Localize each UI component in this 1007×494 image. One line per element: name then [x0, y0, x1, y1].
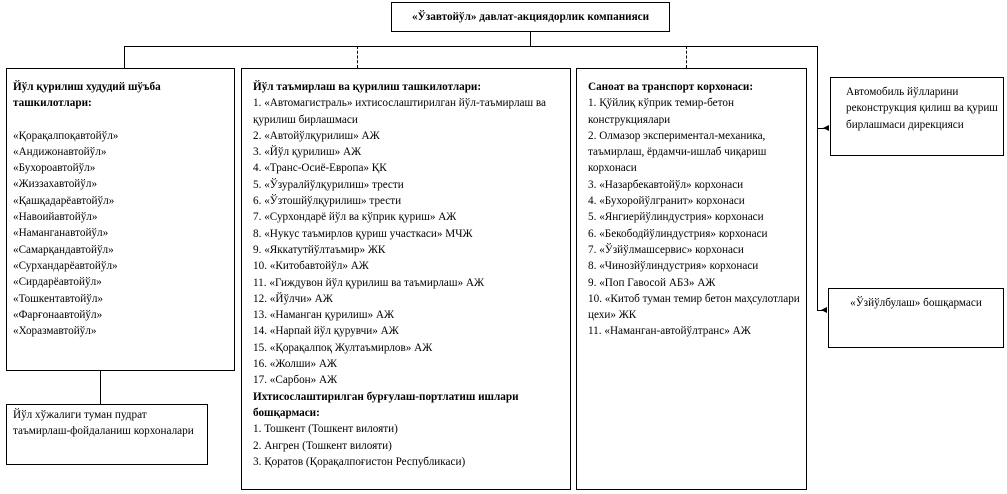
list-item: 2. Олмазор экспериментал-механика, таъмирлаш, ёрдамчи-ишлаб чиқариш корхонаси: [588, 129, 767, 175]
regional-connector: [124, 46, 125, 68]
list-item: «Жиззахавтойўл»: [13, 178, 98, 191]
list-item: «Тошкентавтойўл»: [13, 292, 103, 305]
list-item: 7. «Ўзйўлмашсервис» корхонаси: [588, 243, 744, 256]
list-item: 2. Ангрен (Тошкент вилояти): [253, 439, 392, 452]
directorate-arrow-icon: [823, 125, 829, 131]
right-trunk: [817, 46, 818, 310]
list-item: 1. Қўйлиқ кўприк темир-бетон конструкциялари: [588, 97, 734, 126]
list-item: «Самарқандавтойўл»: [13, 243, 114, 256]
list-item: «Хоразмавтойўл»: [13, 325, 97, 338]
list-item: 16. «Жолши» АЖ: [253, 358, 337, 371]
list-item: 8. «Нукус таъмирлов қуриш участкаси» МЧЖ: [253, 227, 473, 240]
list-item: 4. «Транс-Осиё-Европа» ҚК: [253, 162, 387, 175]
list-item: 7. «Сурхондарё йўл ва кўприк қуриш» АЖ: [253, 211, 457, 224]
list-item: 6. «Ўзтошйўлқурилиш» трести: [253, 195, 402, 208]
regional-title: Йўл қурилиш худудий шўъба ташкилотлари:: [13, 81, 161, 110]
root-down-connector: [530, 32, 531, 46]
list-item: 10. «Китоб туман темир бетон маҳсулотлари цехи» ЖК: [588, 292, 800, 322]
list-item: 11. «Гиждувон йўл қурилиш ва таъмирлаш» АЖ: [253, 276, 484, 289]
list-item: 1. Тошкент (Тошкент вилояти): [253, 423, 398, 436]
list-item: «Қорақалпоқавтойўл»: [13, 129, 119, 142]
list-item: «Наманганавтойўл»: [13, 227, 109, 240]
list-item: 12. «Йўлчи» АЖ: [253, 292, 333, 305]
list-item: «Қашқадарёавтойўл»: [13, 194, 115, 207]
industry-list: [588, 95, 801, 339]
list-item: 6. «Бекободйўлиндустрия» корхонаси: [588, 227, 768, 240]
regional-box: [6, 68, 235, 371]
list-item: 13. «Наманган қурилиш» АЖ: [253, 309, 395, 322]
directorate-box: [830, 77, 1004, 156]
industry-title: Саноат ва транспорт корхонаси:: [588, 81, 754, 93]
list-item: 17. «Сарбон» АЖ: [253, 374, 338, 387]
horizontal-bus: [124, 46, 817, 47]
list-item: 3. Қоратов (Қорақалпоғистон Республикаси): [253, 455, 466, 468]
repair-title: Йўл таъмирлаш ва қурилиш ташкилотлари:: [253, 81, 482, 93]
industry-box: [576, 68, 807, 490]
department-box: [828, 288, 1004, 348]
list-item: «Бухороавтойўл»: [13, 162, 96, 175]
list-item: 3. «Назарбекавтойўл» корхонаси: [588, 178, 744, 191]
list-item: 10. «Китобавтойўл» АЖ: [253, 260, 369, 273]
directorate-title: Автомобиль йўлларини реконструкция қилиш ва қуриш бирлашмаси дирекцияси: [846, 86, 998, 131]
district-box: [6, 404, 208, 465]
root-title: «Ўзавтойўл» давлат-акциядорлик компанияси: [411, 11, 650, 23]
list-item: 5. «Ўзуралйўлқурилиш» трести: [253, 178, 404, 191]
list-item: «Андижонавтойўл»: [13, 145, 107, 158]
list-item: 2. «Автойўлқурилиш» АЖ: [253, 129, 380, 142]
list-item: «Навоийавтойўл»: [13, 211, 98, 224]
list-item: 9. «Поп Гавосой АБЗ» АЖ: [588, 276, 716, 289]
list-item: 9. «Яккатутйўлтаъмир» ЖК: [253, 243, 386, 256]
list-item: 14. «Нарпай йўл қурувчи» АЖ: [253, 325, 399, 338]
list-item: «Сурхандарёавтойўл»: [13, 259, 118, 272]
list-item: 11. «Наманган-автойўлтранс» АЖ: [588, 325, 751, 338]
industry-connector: [686, 46, 687, 68]
list-item: 15. «Қорақалпоқ Жултаъмирлов» АЖ: [253, 341, 433, 354]
regional-district-connector: [100, 371, 101, 404]
repair-sub-list: [253, 421, 564, 470]
list-item: 4. «Бухоройўлгранит» корхонаси: [588, 195, 745, 208]
list-item: «Фарғонаавтойўл»: [13, 308, 103, 321]
list-item: 1. «Автомагистраль» ихтисослаштирилган йўл-таъмирлаш ва қурилиш бирлашмаси: [253, 97, 547, 126]
list-item: 3. «Йўл қурилиш» АЖ: [253, 146, 362, 159]
district-title: Йўл хўжалиги туман пудрат таъмирлаш-фойдаланиш корхоналари: [13, 409, 194, 438]
repair-list: [253, 95, 564, 388]
list-item: «Сирдарёавтойўл»: [13, 276, 102, 289]
regional-list: [13, 128, 228, 340]
repair-sub-title: Ихтисослаштирилган бурғулаш-портлатиш ишлари бошқармаси:: [253, 390, 519, 419]
list-item: 8. «Чинозйўлиндустрия» корхонаси: [588, 260, 759, 273]
department-title: «Ўзйўлбулаш» бошқармаси: [850, 297, 982, 309]
list-item: 5. «Янгиерйўлиндустрия» корхонаси: [588, 211, 764, 224]
department-arrow-icon: [821, 307, 827, 313]
repair-box: [241, 68, 571, 490]
root-box: [391, 2, 670, 32]
repair-connector: [357, 46, 358, 68]
